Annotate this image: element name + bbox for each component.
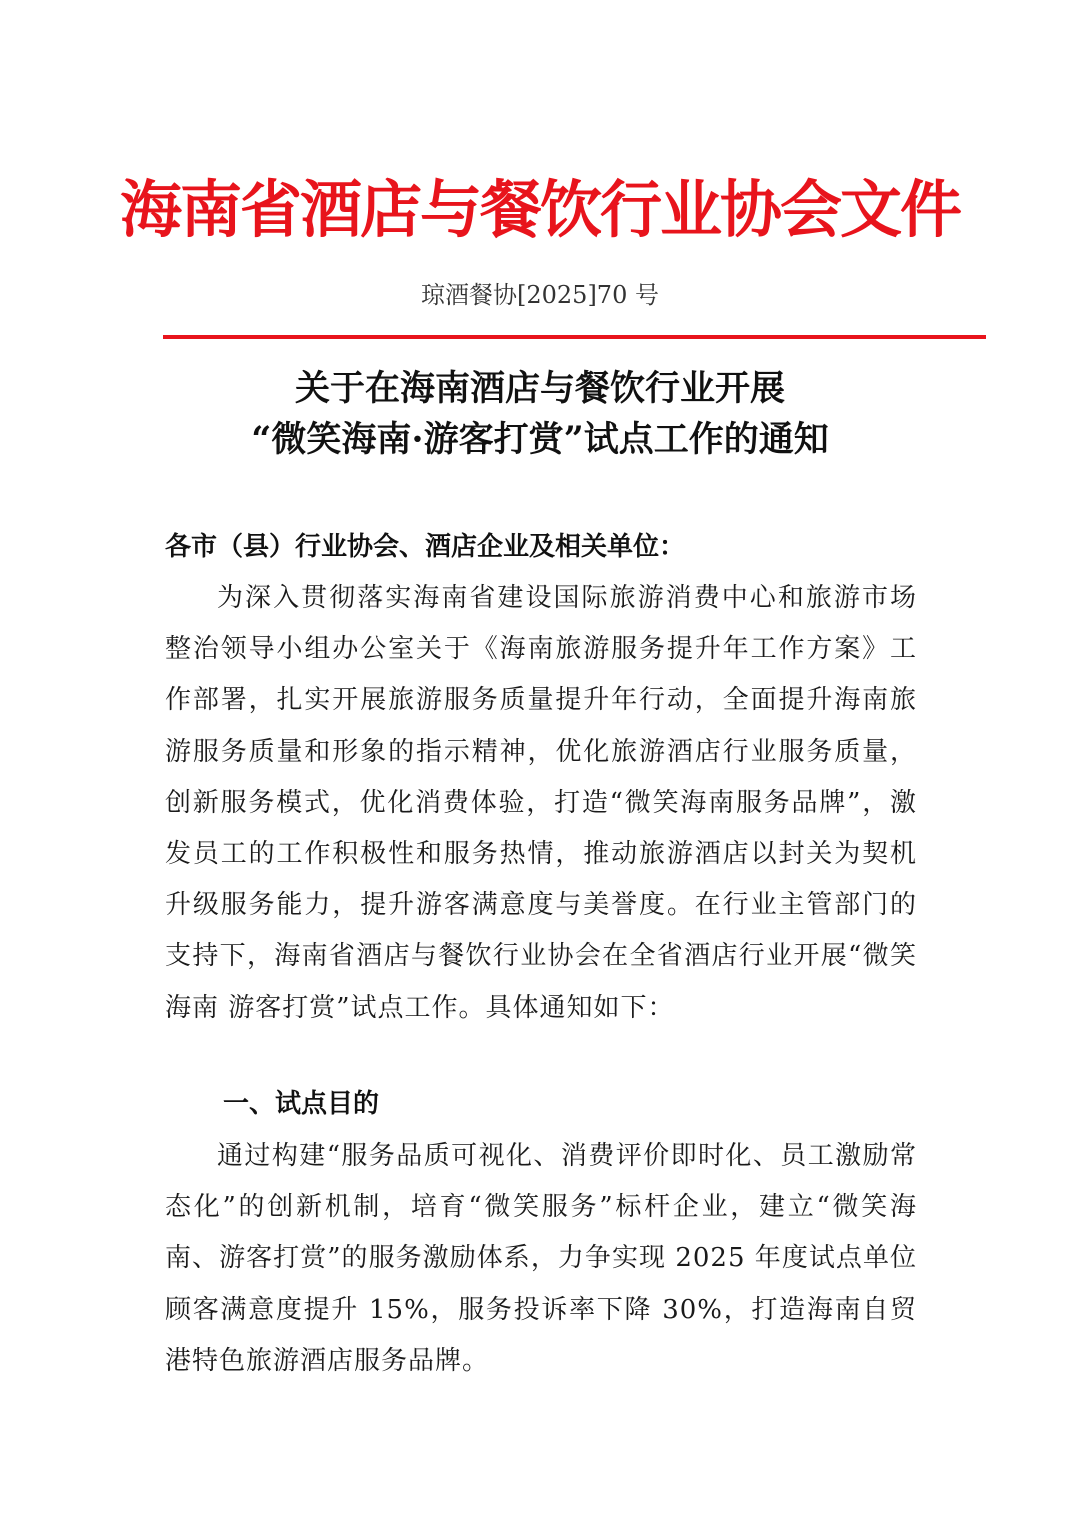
- organization-masthead: 海南省酒店与餐饮行业协会文件: [119, 173, 960, 246]
- salutation: 各市（县）行业协会、酒店企业及相关单位：: [165, 532, 686, 562]
- notice-title-line-2: “微笑海南·游客打赏”试点工作的通知: [251, 419, 829, 460]
- red-divider-rule: [163, 335, 986, 339]
- intro-paragraph: 为深入贯彻落实海南省建设国际旅游消费中心和旅游市场整治领导小组办公室关于《海南旅游服务提升年工作方案》工作部署，扎实开展旅游服务质量提升年行动，全面提升海南旅游服务质量和形象的指示精神，优化旅游酒店行业服务质量，创新服务模式，优化消费体验，打造“微笑海南服务品牌”，激发员工的工作积极性和服务热情，推动旅游酒店以封关为契机升级服务能力，提升游客满意度与美誉度。在行业主管部门的支持下，海南省酒店与餐饮行业协会在全省酒店行业开展“微笑海南 游客打赏”试点工作。具体通知如下：: [165, 583, 917, 1023]
- section-heading-purpose: 一、试点目的: [223, 1089, 380, 1119]
- purpose-paragraph: 通过构建“服务品质可视化、消费评价即时化、员工激励常态化”的创新机制，培育“微笑服务”标杆企业，建立“微笑海南、游客打赏”的服务激励体系，力争实现 2025 年度试点单位顾客满意度提升 15%，服务投诉率下降 30%，打造海南自贸港特色旅游酒店服务品牌。: [165, 1141, 917, 1376]
- document-number: 琼酒餐协[2025]70 号: [421, 281, 659, 309]
- notice-title-line-1: 关于在海南酒店与餐饮行业开展: [294, 368, 785, 409]
